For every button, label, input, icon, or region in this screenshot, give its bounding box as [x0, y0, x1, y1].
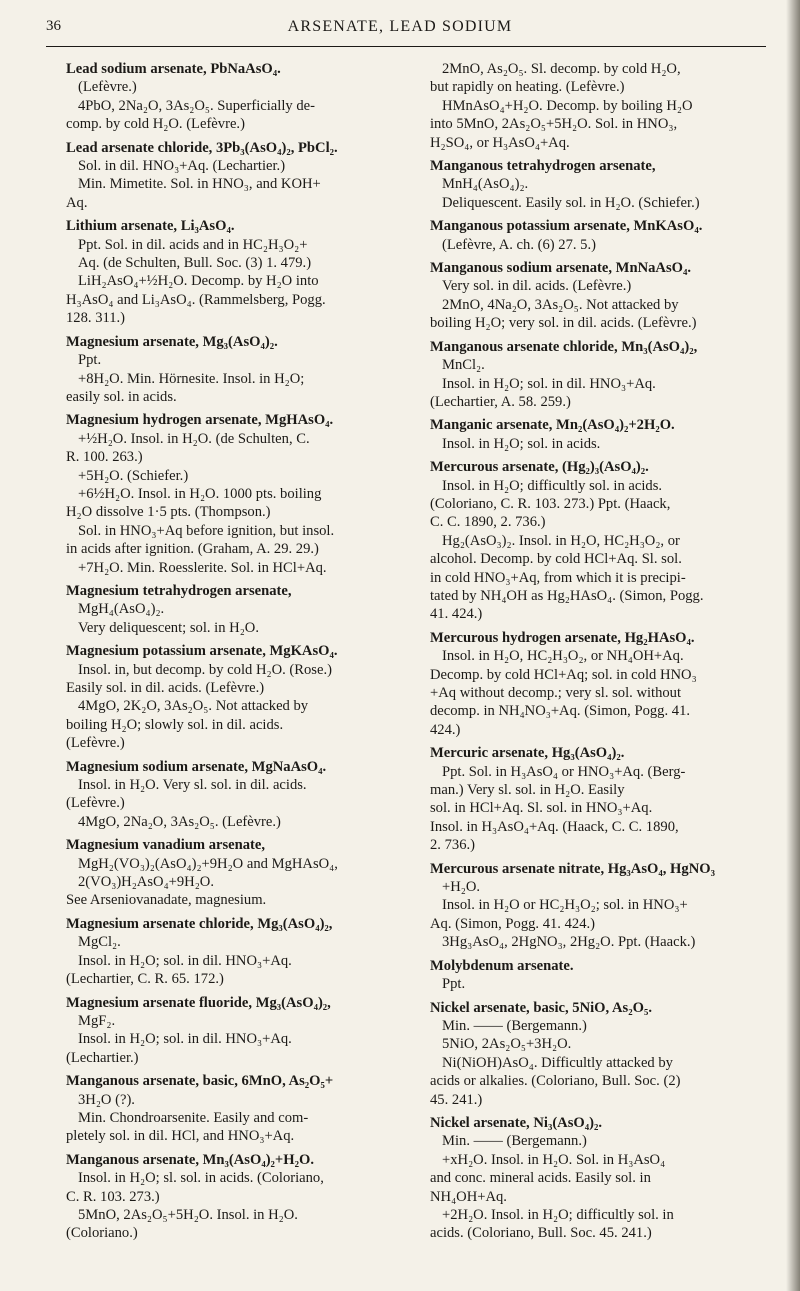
entry-line: LiH₂AsO₄+½H₂O. Decomp. by H₂O into — [78, 273, 319, 290]
entry-line: Ppt. Sol. in H₃AsO₄ or HNO₃+Aq. (Berg- — [442, 763, 686, 780]
entry-heading: Magnesium arsenate chloride, Mg₃(AsO₄)₂, — [66, 915, 333, 932]
entry-line: C. R. 103. 273.) — [66, 1188, 160, 1205]
entry-line: 45. 241.) — [430, 1091, 483, 1108]
entry-line: (Lechartier, C. R. 65. 172.) — [66, 971, 224, 988]
entry-line: MgF₂. — [78, 1012, 116, 1029]
entry-line: 5NiO, 2As₂O₅+3H₂O. — [442, 1036, 572, 1053]
entry-heading: Molybdenum arsenate. — [430, 957, 574, 974]
running-head: ARSENATE, LEAD SODIUM — [287, 18, 513, 35]
entry-line: 128. 311.) — [66, 310, 126, 327]
entry-heading: Manganous sodium arsenate, MnNaAsO₄. — [430, 260, 692, 277]
entry-heading: Magnesium potassium arsenate, MgKAsO₄. — [66, 643, 338, 660]
entry-line: 4MgO, 2Na₂O, 3As₂O₅. (Lefèvre.) — [78, 813, 281, 830]
entry-line: +Aq without decomp.; very sl. sol. without — [430, 685, 682, 701]
entry-line: (Lefèvre.) — [66, 735, 125, 752]
entry-heading: Mercurous arsenate, (Hg₂)₃(AsO₄)₂. — [430, 459, 649, 476]
entry-line: Insol. in H₂O; sl. sol. in acids. (Coloriano, — [78, 1170, 324, 1187]
entry-heading: Magnesium arsenate, Mg₃(AsO₄)₂. — [66, 333, 278, 350]
entry-line: 4PbO, 2Na₂O, 3As₂O₅. Superficially de- — [78, 97, 315, 114]
entry-line: +5H₂O. (Schiefer.) — [78, 467, 189, 484]
entry-line: H₂SO₄, or H₃AsO₄+Aq. — [430, 134, 570, 151]
entry-heading: Manganous potassium arsenate, MnKAsO₄. — [430, 218, 703, 235]
entry-line: MgH₂(VO₃)₂(AsO₄)₂+9H₂O and MgHAsO₄, — [78, 855, 338, 872]
entry-line: boiling H₂O; slowly sol. in dil. acids. — [66, 716, 284, 733]
entry-line: 2(VO₃)H₂AsO₄+9H₂O. — [78, 874, 214, 891]
entry-line: MgH₄(AsO₄)₂. — [78, 601, 165, 618]
entry-line: Hg₂(AsO₃)₂. Insol. in H₂O, HC₂H₃O₂, or — [442, 532, 680, 549]
entry-line: 424.) — [430, 721, 461, 738]
entry-line: man.) Very sl. sol. in H₂O. Easily — [430, 782, 625, 799]
entry-line: 3H₂O (?). — [78, 1091, 135, 1108]
entry-line: (Coloriano.) — [66, 1225, 138, 1242]
entry-line: 2MnO, As₂O₅. Sl. decomp. by cold H₂O, — [442, 61, 681, 77]
entry-line: Deliquescent. Easily sol. in H₂O. (Schiefer.) — [442, 194, 700, 211]
entry-heading: Mercurous arsenate nitrate, Hg₃AsO₄, HgNO₃ — [430, 860, 715, 877]
entry-line: 5MnO, 2As₂O₅+5H₂O. Insol. in H₂O. — [78, 1206, 298, 1223]
page-number: 36 — [46, 18, 61, 34]
entry-line: Min. —— (Bergemann.) — [442, 1017, 587, 1034]
entry-line: Easily sol. in dil. acids. (Lefèvre.) — [66, 680, 265, 696]
entry-line: HMnAsO₄+H₂O. Decomp. by boiling H₂O — [442, 97, 693, 114]
entry-line: boiling H₂O; very sol. in dil. acids. (Lefèvre.) — [430, 315, 697, 332]
entry-line: +7H₂O. Min. Roesslerite. Sol. in HCl+Aq. — [78, 559, 327, 576]
entry-line: MnH₄(AsO₄)₂. — [442, 176, 529, 193]
entry-line: Min. Chondroarsenite. Easily and com- — [78, 1109, 309, 1126]
entry-line: into 5MnO, 2As₂O₅+5H₂O. Sol. in HNO₃, — [430, 116, 678, 133]
entry-line: 2. 736.) — [430, 837, 475, 854]
entry-heading: Nickel arsenate, Ni₃(AsO₄)₂. — [430, 1114, 603, 1131]
entry-line: 41. 424.) — [430, 606, 483, 623]
entry-line: C. C. 1890, 2. 736.) — [430, 514, 546, 531]
entry-heading: Lead sodium arsenate, PbNaAsO₄. — [66, 61, 281, 77]
entry-line: Decomp. by cold HCl+Aq; sol. in cold HNO₃ — [430, 666, 697, 683]
entry-line: NH₄OH+Aq. — [430, 1188, 507, 1205]
entry-line: Insol. in H₂O; sol. in dil. HNO₃+Aq. — [78, 952, 292, 969]
entry-line: sol. in HCl+Aq. Sl. sol. in HNO₃+Aq. — [430, 800, 653, 817]
entry-line: Min. Mimetite. Sol. in HNO₃, and KOH+ — [78, 176, 321, 193]
entry-heading: Magnesium sodium arsenate, MgNaAsO₄. — [66, 758, 327, 775]
entry-line: pletely sol. in dil. HCl, and HNO₃+Aq. — [66, 1128, 295, 1145]
entry-line: Ppt. — [442, 976, 466, 993]
entry-line: (Lefèvre.) — [66, 795, 125, 812]
entry-line: Min. —— (Bergemann.) — [442, 1133, 587, 1150]
entry-line: and conc. mineral acids. Easily sol. in — [430, 1170, 651, 1187]
entry-line: (Lefèvre, A. ch. (6) 27. 5.) — [442, 236, 596, 253]
entry-line: (Lefèvre.) — [78, 79, 137, 96]
entry-line: Ppt. Sol. in dil. acids and in HC₂H₃O₂+ — [78, 236, 308, 253]
entry-line: alcohol. Decomp. by cold HCl+Aq. Sl. sol. — [430, 551, 682, 568]
entry-heading: Lead arsenate chloride, 3Pb₃(AsO₄)₂, PbCl₂. — [66, 139, 338, 156]
entry-heading: Manganous arsenate, basic, 6MnO, As₂O₅+ — [66, 1073, 334, 1090]
entry-line: but rapidly on heating. (Lefèvre.) — [430, 79, 625, 96]
entry-line: Insol. in H₂O, HC₂H₃O₂, or NH₄OH+Aq. — [442, 648, 684, 665]
entry-heading: Magnesium vanadium arsenate, — [66, 837, 266, 854]
entry-line: 3Hg₃AsO₄, 2HgNO₃, 2Hg₂O. Ppt. (Haack.) — [442, 934, 696, 951]
left-column — [66, 60, 406, 1243]
entry-line: Insol. in H₂O; sol. in dil. HNO₃+Aq. — [442, 375, 656, 392]
entry-line: Insol. in H₂O or HC₂H₃O₂; sol. in HNO₃+ — [442, 897, 688, 914]
entry-line: 2MnO, 4Na₂O, 3As₂O₅. Not attacked by — [442, 296, 679, 313]
entry-line: R. 100. 263.) — [66, 449, 143, 466]
entry-line: +8H₂O. Min. Hörnesite. Insol. in H₂O; — [78, 370, 305, 387]
entry-line: easily sol. in acids. — [66, 388, 177, 405]
entry-line: in cold HNO₃+Aq, from which it is precipi- — [430, 569, 686, 586]
entry-line: Insol. in H₂O; sol. in dil. HNO₃+Aq. — [78, 1031, 292, 1048]
entry-line: tated by NH₄OH as Hg₂HAsO₄. (Simon, Pogg. — [430, 587, 704, 604]
entry-line: Ppt. — [78, 352, 102, 369]
entry-line: Aq. (de Schulten, Bull. Soc. (3) 1. 479.) — [78, 255, 312, 272]
entry-line: MnCl₂. — [442, 357, 485, 374]
entry-heading: Lithium arsenate, Li₃AsO₄. — [66, 218, 235, 235]
entry-line: comp. by cold H₂O. (Lefèvre.) — [66, 116, 245, 133]
entry-line: Sol. in dil. HNO₃+Aq. (Lechartier.) — [78, 158, 286, 175]
entry-line: See Arseniovanadate, magnesium. — [66, 892, 267, 909]
entry-heading: Manganic arsenate, Mn₂(AsO₄)₂+2H₂O. — [430, 417, 675, 434]
entry-line: Insol. in, but decomp. by cold H₂O. (Rose.) — [78, 661, 332, 678]
header-rule — [46, 46, 766, 47]
entry-line: in acids after ignition. (Graham, A. 29. 29.) — [66, 541, 319, 558]
entry-heading: Manganous tetrahydrogen arsenate, — [430, 158, 656, 175]
entry-line: MgCl₂. — [78, 934, 121, 951]
entry-line: Sol. in HNO₃+Aq before ignition, but insol. — [78, 522, 335, 539]
entry-line: +6½H₂O. Insol. in H₂O. 1000 pts. boiling — [78, 485, 322, 502]
entry-line: H₃AsO₄ and Li₃AsO₄. (Rammelsberg, Pogg. — [66, 291, 326, 308]
entry-line: decomp. in NH₄NO₃+Aq. (Simon, Pogg. 41. — [430, 703, 691, 720]
entry-line: Very sol. in dil. acids. (Lefèvre.) — [442, 278, 632, 295]
entry-heading: Magnesium tetrahydrogen arsenate, — [66, 582, 292, 599]
entry-heading: Manganous arsenate, Mn₃(AsO₄)₂+H₂O. — [66, 1151, 314, 1168]
entry-line: acids. (Coloriano, Bull. Soc. 45. 241.) — [430, 1225, 652, 1242]
entry-heading: Magnesium arsenate fluoride, Mg₃(AsO₄)₂, — [66, 994, 331, 1011]
entry-line: Insol. in H₂O; sol. in acids. — [442, 435, 601, 452]
entry-line: +½H₂O. Insol. in H₂O. (de Schulten, C. — [78, 430, 310, 447]
entry-heading: Manganous arsenate chloride, Mn₃(AsO₄)₂, — [430, 338, 698, 355]
entry-line: Insol. in H₃AsO₄+Aq. (Haack, C. C. 1890, — [430, 818, 679, 835]
entry-line: acids or alkalies. (Coloriano, Bull. Soc. (2) — [430, 1073, 681, 1090]
entry-line: (Lechartier.) — [66, 1049, 139, 1066]
entry-line: Aq. — [66, 194, 88, 211]
right-column — [430, 60, 774, 1243]
entry-line: H₂O dissolve 1·5 pts. (Thompson.) — [66, 504, 271, 521]
entry-line: Aq. (Simon, Pogg. 41. 424.) — [430, 915, 595, 932]
entry-line: (Coloriano, C. R. 103. 273.) Ppt. (Haack, — [430, 495, 671, 512]
page-edge-shadow — [786, 0, 800, 1291]
entry-line: Ni(NiOH)AsO₄. Difficultly attacked by — [442, 1054, 673, 1071]
entry-line: Very deliquescent; sol. in H₂O. — [78, 619, 259, 636]
entry-heading: Mercurous hydrogen arsenate, Hg₂HAsO₄. — [430, 629, 695, 646]
entry-line: +xH₂O. Insol. in H₂O. Sol. in H₃AsO₄ — [442, 1151, 666, 1168]
entry-heading: Mercuric arsenate, Hg₃(AsO₄)₂. — [430, 745, 625, 762]
entry-line: +H₂O. — [442, 879, 481, 896]
entry-heading: Nickel arsenate, basic, 5NiO, As₂O₅. — [430, 999, 652, 1016]
entry-line: (Lechartier, A. 58. 259.) — [430, 393, 571, 410]
entry-line: Insol. in H₂O; difficultly sol. in acids. — [442, 477, 663, 494]
entry-line: Insol. in H₂O. Very sl. sol. in dil. acids. — [78, 777, 307, 794]
entry-heading: Magnesium hydrogen arsenate, MgHAsO₄. — [66, 412, 334, 429]
entry-line: +2H₂O. Insol. in H₂O; difficultly sol. in — [442, 1206, 674, 1223]
entry-line: 4MgO, 2K₂O, 3As₂O₅. Not attacked by — [78, 698, 309, 715]
